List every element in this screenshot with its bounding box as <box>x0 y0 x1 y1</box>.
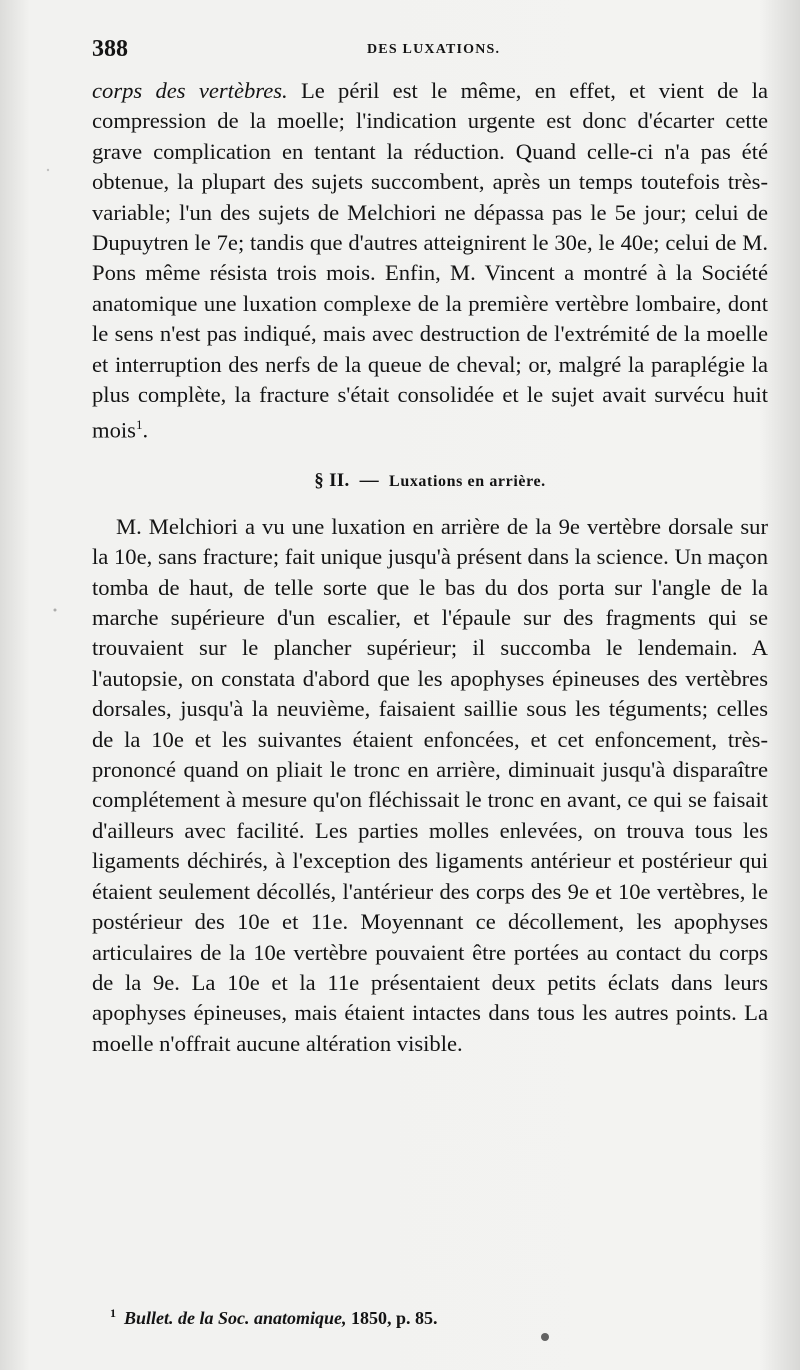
footnote <box>110 1306 750 1329</box>
section-number: § II. <box>314 470 350 492</box>
paragraph-text: Le péril est le même, en effet, et vient de la compression de la moelle; l'indication urgente est donc d'écarter cette grave complication en tentant la réduction. Quand celle-ci n'a pas été obtenue, la plupart des sujets succombent, après un temps toutefois très-variable; l'un des sujets de Melchiori ne dépassa pas le 5e jour; celui de Dupuytren le 7e; tandis que d'autres atteignirent le 30e, le 40e; celui de M. Pons même résista trois mois. Enfin, M. Vincent a montré à la Société anatomique une luxation complexe de la première vertèbre lombaire, dont le sens n'est pas indiqué, mais avec destruction de l'extrémité de la moelle et interruption des nerfs de la queue de cheval; or, malgré la paraplégie la plus complète, la fracture s'était consolidée et le sujet avait survécu huit mois <box>92 78 768 443</box>
page-number: 388 <box>92 36 128 62</box>
footnote-detail: 1850, p. 85. <box>351 1308 438 1328</box>
section-title: Luxations en arrière. <box>389 473 546 491</box>
footnote-reference: 1 <box>135 417 143 433</box>
page-header <box>92 36 772 66</box>
running-head: DES LUXATIONS. <box>367 42 501 57</box>
footnote-source: Bullet. de la Soc. anatomique, <box>124 1308 347 1328</box>
footnote-mark: 1 <box>110 1306 116 1320</box>
section-heading <box>92 466 768 497</box>
paragraph-lead-italic: corps des vertèbres. <box>92 78 288 103</box>
paragraph-end: . <box>142 418 149 443</box>
paragraph-melchiori: M. Melchiori a vu une luxation en arrière de la 9e vertèbre dorsale sur la 10e, sans fracture; fait unique jusqu'à présent dans la science. Un maçon tomba de haut, de telle sorte que le bas du dos porta sur l'angle de la marche supérieure d'un escalier, et l'épaule sur des fragments qui se trouvaient sur le plancher supérieur; il succomba le lendemain. A l'autopsie, on constata d'abord que les apophyses épineuses des vertèbres dorsales, jusqu'à la neuvième, faisaient saillie sous les téguments; celles de la 10e et les suivantes étaient enfoncées, et cet enfoncement, très-prononcé quand on pliait le tronc en arrière, diminuait jusqu'à disparaître complétement à mesure qu'on fléchissait le tronc en avant, ce qui se faisait d'ailleurs avec facilité. Les parties molles enlevées, on trouva tous les ligaments déchirés, à l'exception des ligaments antérieur et postérieur qui étaient seulement décollés, l'antérieur des corps des 9e et 10e vertèbres, le postérieur des 10e et 11e. Moyennant ce décollement, les apophyses articulaires de la 10e vertèbre pouvaient être portées au contact du corps de la 9e. La 10e et la 11e présentaient deux petits éclats dans leurs apophyses épineuses, mais étaient intactes dans tous les autres points. La moelle n'offrait aucune altération visible. <box>92 513 768 1056</box>
section-dash: — <box>359 470 379 492</box>
body-text <box>92 76 768 1059</box>
paragraph-continued <box>92 76 768 446</box>
